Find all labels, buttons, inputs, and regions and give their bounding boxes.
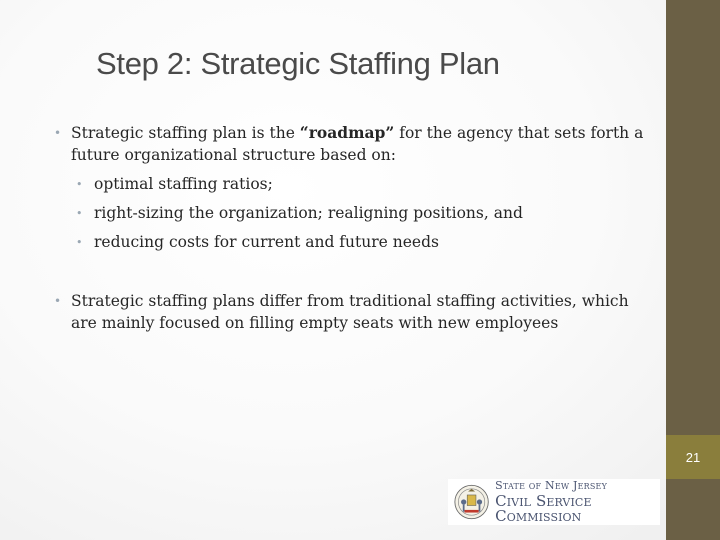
bullet-emphasis: “roadmap” [299,123,395,142]
bullet-text: Strategic staffing plan is the [71,124,300,142]
slide-body [50,122,650,334]
bullet-icon: • [54,294,62,308]
logo-name-line: Civil Service Commission [495,492,592,525]
slide-title: Step 2: Strategic Staffing Plan [96,46,500,81]
sub-bullet-text: optimal staffing ratios; [94,175,273,193]
sub-list [50,170,650,257]
logo-text [495,480,660,524]
bullet-icon: • [54,126,62,140]
bullet-item [50,122,650,166]
sub-bullet-text: reducing costs for current and future needs [94,233,439,251]
bullet-text: Strategic staffing plans differ from traditional staffing activities, which are mainly focused on filling empty seats with new employees [71,292,629,332]
bullet-text: for the agency that sets forth a future organizational structure based on: [71,124,644,164]
page-number: 21 [685,449,701,465]
state-seal-icon [454,482,489,522]
bullet-icon: • [76,178,83,191]
bullet-item [50,290,650,334]
logo-state-line: State of New Jersey [495,479,608,492]
bullet-icon: • [76,236,83,249]
sub-bullet-item [50,199,650,228]
bullet-icon: • [76,207,83,220]
sub-bullet-text: right-sizing the organization; realigning positions, and [94,204,523,222]
page-number-box [666,435,720,479]
commission-logo [448,479,660,525]
sub-bullet-item [50,170,650,199]
sub-bullet-item [50,228,650,257]
